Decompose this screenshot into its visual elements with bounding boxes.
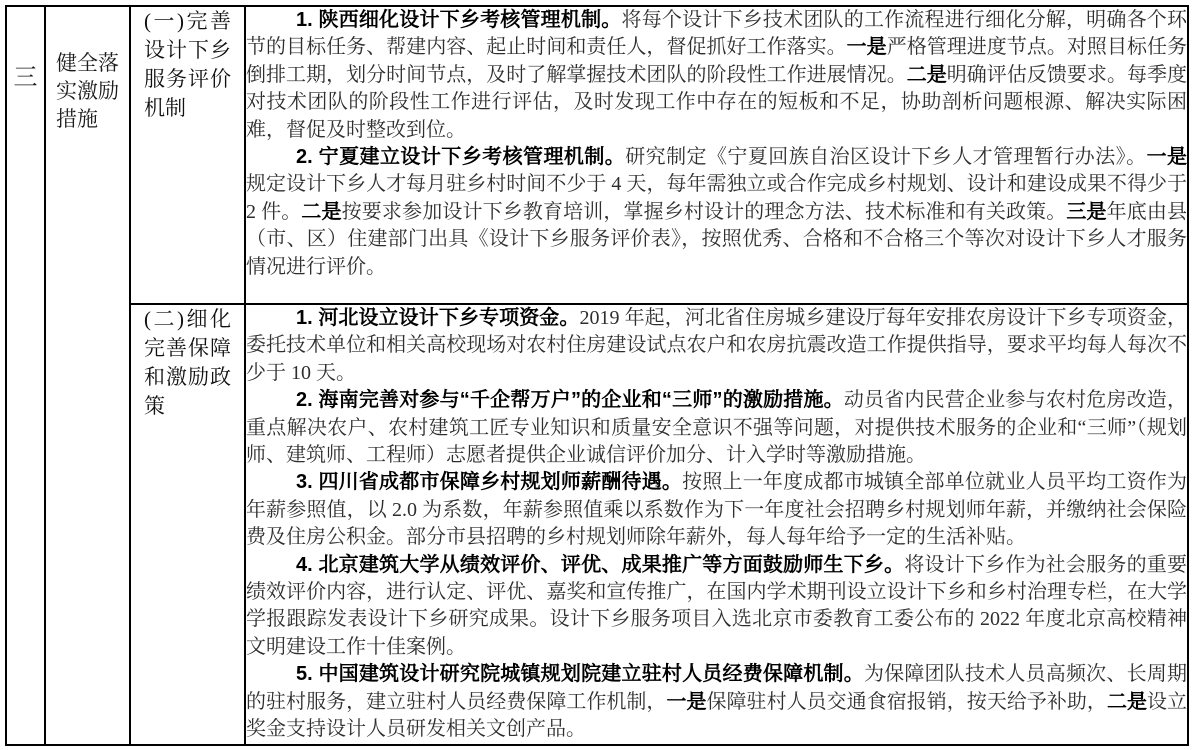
row-index-label: 三 [13, 65, 38, 91]
paragraph-bold-text: 4. 北京建筑大学从绩效评价、评优、成果推广等方面鼓励师生下乡。 [296, 553, 905, 576]
paragraph-text: 保障驻村人员交通食宿报销，按天给予补助， [706, 690, 1107, 713]
paragraph-text: 为保障团队技术人员高频次、长周期的驻村服务，建立驻村人员经费保障工作机制， [246, 663, 1187, 713]
section-2-header: (二)细化完善保障和激励政策 [144, 307, 231, 418]
paragraph-text: 研究制定《宁夏回族自治区设计下乡人才管理暂行办法》。 [625, 146, 1147, 169]
paragraph-text: 年底由县（市、区）住建部门出具《设计下乡服务评价表》，按照优秀、合格和不合格三个等次对设计下乡人才服务情况进行评价。 [246, 200, 1188, 278]
section-1-content-cell [245, 6, 1188, 304]
paragraph-text: 将每个设计下乡技术团队的工作流程进行细化分解，明确各个环节的目标任务、帮建内容、起止时间和责任人，督促抓好工作落实。 [246, 9, 1187, 59]
paragraph [246, 144, 1187, 281]
paragraph-text: 按要求参加设计下乡教育培训，掌握乡村设计的理念方法、技术标准和有关政策。 [341, 200, 1067, 223]
paragraph-bold-text: 三是 [1066, 200, 1107, 223]
paragraph-text: 2019 年起，河北省住房城乡建设厅每年安排农房设计下乡专项资金，委托技术单位和相关高校现场对农村住房建设试点农户和农房抗震改造工作提供指导，要求平均每人每次不少于 10 天。 [246, 307, 1187, 384]
paragraph [246, 469, 1187, 551]
category-cell [45, 6, 130, 745]
section-2-header-cell [130, 304, 245, 745]
paragraph [246, 305, 1187, 387]
paragraph-text: 明确评估反馈要求。每季度对技术团队的阶段性工作进行评估，及时发现工作中存在的短板和不足，协助剖析问题根源、解决实际困难，督促及时整改到位。 [246, 63, 1188, 141]
paragraph [246, 387, 1187, 469]
paragraph-bold-text: 一是 [1146, 146, 1187, 169]
paragraph-bold-text: 2. 宁夏建立设计下乡考核管理机制。 [296, 146, 626, 169]
section-2-content-cell [245, 304, 1188, 745]
paragraph-text: 严格管理进度节点。对照目标任务倒排工期，划分时间节点，及时了解掌握技术团队的阶段性工作进展情况。 [246, 36, 1188, 86]
paragraph-text: 规定设计下乡人才每月驻乡村时间不少于 4 天，每年需独立或合作完成乡村规划、设计和建设成果不得少于 2 件。 [246, 173, 1187, 223]
paragraph-bold-text: 二是 [1106, 690, 1147, 713]
policy-measures-table [5, 5, 1189, 746]
paragraph-bold-text: 二是 [906, 63, 947, 86]
paragraph [246, 661, 1187, 743]
paragraph-text: 按照上一年度成都市城镇全部单位就业人员平均工资作为年薪参照值，以 2.0 为系数，年薪参照值乘以系数作为下一年度社会招聘乡村规划师年薪，并缴纳社会保险费及住房公积金。部分市县招聘的乡村规划师除年薪外，每人每年给予一定的生活补贴。 [246, 471, 1187, 549]
paragraph-bold-text: 一是 [846, 36, 887, 59]
paragraph-bold-text: 一是 [666, 690, 707, 713]
paragraph-bold-text: 3. 四川省成都市保障乡村规划师薪酬待遇。 [296, 471, 683, 494]
section-1-header-cell [130, 6, 245, 304]
section-1-header: (一)完善设计下乡服务评价机制 [144, 9, 231, 120]
paragraph [246, 7, 1187, 144]
paragraph-text: 将设计下乡作为社会服务的重要绩效评价内容，进行认定、评优、嘉奖和宣传推广，在国内学术期刊设立设计下乡和乡村治理专栏，在大学学报跟踪发表设计下乡研究成果。设计下乡服务项目入选北京市委教育工委公布的 2022 年度北京高校精神文明建设工作十佳案例。 [246, 553, 1187, 658]
paragraph-bold-text: 1. 陕西细化设计下乡考核管理机制。 [296, 9, 622, 31]
row-index-cell [6, 6, 45, 745]
paragraph-bold-text: 1. 河北设立设计下乡专项资金。 [296, 307, 580, 329]
paragraph-bold-text: 二是 [301, 200, 342, 223]
paragraph [246, 552, 1187, 662]
category-label: 健全落实激励措施 [56, 51, 119, 131]
paragraph-bold-text: 5. 中国建筑设计研究院城镇规划院建立驻村人员经费保障机制。 [296, 663, 864, 686]
paragraph-text: 设立奖金支持设计人员研发相关文创产品。 [246, 690, 1188, 741]
paragraph-bold-text: 2. 海南完善对参与“千企帮万户”的企业和“三师”的激励措施。 [296, 389, 844, 412]
paragraph-text: 动员省内民营企业参与农村危房改造，重点解决农户、农村建筑工匠专业知识和质量安全意识不强等问题，对提供技术服务的企业和“三师”（规划师、建筑师、工程师）志愿者提供企业诚信评价加分、计入学时等激励措施。 [246, 389, 1187, 467]
